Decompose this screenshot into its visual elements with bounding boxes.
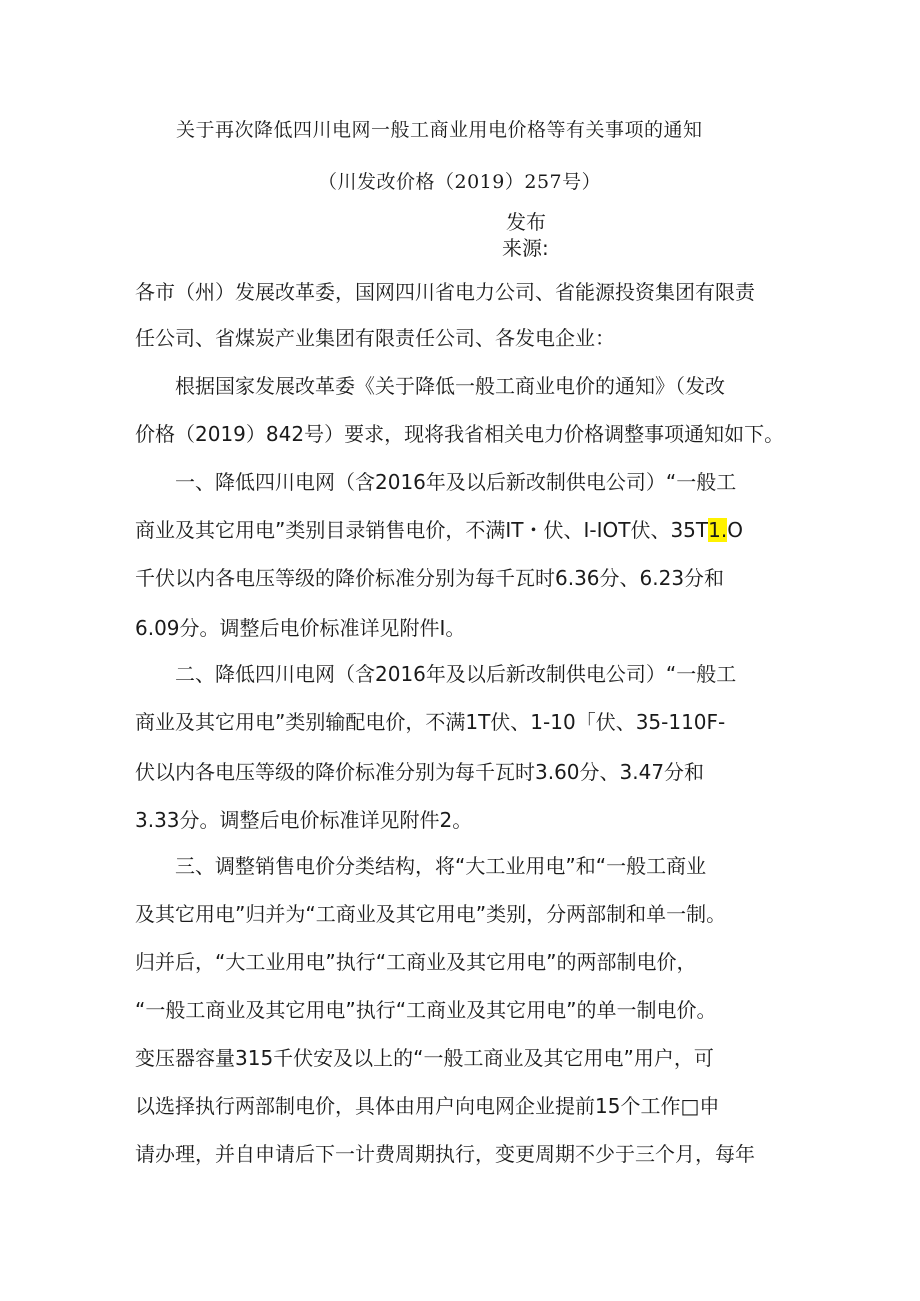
document-title: 关于再次降低四川电网一般工商业用电价格等有关事项的通知 [176, 119, 703, 141]
item1-line: 6.09分。调整后电价标准详见附件I。 [135, 616, 466, 640]
item3-line: “一般工商业及其它用电”执行“工商业及其它用电”的单一制电价。 [135, 998, 717, 1022]
item3-line: 三、调整销售电价分类结构，将“大工业用电”和“一般工商业 [175, 854, 707, 878]
item3-line: 以选择执行两部制电价，具体由用户向电网企业提前15个工作□申 [135, 1094, 720, 1118]
item3-line: 归并后，“大工业用电”执行“工商业及其它用电”的两部制电价， [135, 950, 697, 974]
publish-label: 发布 [506, 210, 546, 234]
highlighted-text: 1. [708, 518, 728, 542]
item2-line: 伏以内各电压等级的降价标准分别为每千瓦时3.60分、3.47分和 [135, 760, 705, 784]
intro-line: 价格（2019）842号）要求，现将我省相关电力价格调整事项通知如下。 [135, 422, 785, 446]
item1-line [135, 517, 743, 543]
source-label: 来源: [502, 236, 549, 260]
addressee-line: 任公司、省煤炭产业集团有限责任公司、各发电企业： [135, 326, 615, 350]
item1-text: O [727, 518, 743, 542]
item2-line: 二、降低四川电网（含2016年及以后新改制供电公司）“一般工 [175, 662, 737, 686]
item3-line: 请办理，并自申请后下一计费周期执行，变更周期不少于三个月，每年 [135, 1142, 755, 1166]
item2-line: 商业及其它用电”类别输配电价，不满1T伏、1-10「伏、35-110F- [135, 710, 726, 734]
intro-line: 根据国家发展改革委《关于降低一般工商业电价的通知》（发改 [175, 374, 725, 398]
item2-line: 3.33分。调整后电价标准详见附件2。 [135, 808, 473, 832]
item3-line: 变压器容量315千伏安及以上的“一般工商业及其它用电”用户，可 [135, 1046, 714, 1070]
item1-line: 千伏以内各电压等级的降价标准分别为每千瓦时6.36分、6.23分和 [135, 566, 725, 590]
item1-text: 商业及其它用电”类别目录销售电价，不满IT・伏、I-IOT伏、35T [135, 518, 709, 542]
item3-line: 及其它用电”归并为“工商业及其它用电”类别，分两部制和单一制。 [135, 902, 727, 926]
addressee-line: 各市（州）发展改革委，国网四川省电力公司、省能源投资集团有限责 [135, 280, 755, 304]
item1-line: 一、降低四川电网（含2016年及以后新改制供电公司）“一般工 [175, 470, 737, 494]
document-number: （川发改价格（2019）257号） [318, 171, 602, 193]
